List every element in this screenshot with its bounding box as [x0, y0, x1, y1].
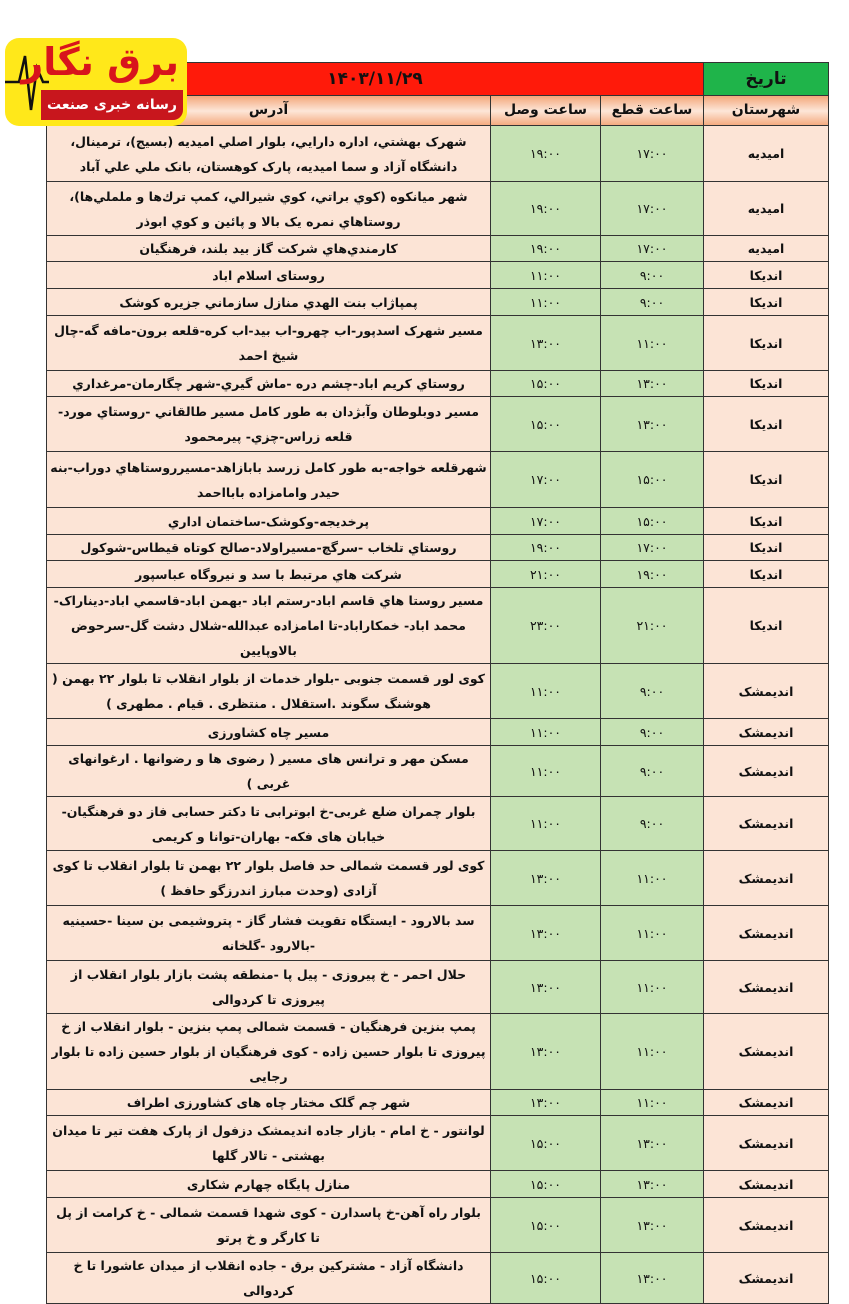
address-cell: مسیر چاه کشاورزی	[47, 719, 491, 746]
connect-time-cell: ۱۳:۰۰	[491, 316, 601, 371]
address-cell: شرکت هاي مرتبط با سد و نيروگاه عباسپور	[47, 561, 491, 588]
city-cell: اندیکا	[704, 535, 829, 561]
connect-time-cell: ۱۵:۰۰	[491, 1253, 601, 1304]
address-cell: كارمندي‌هاي شركت گاز بيد بلند، فرهنگيان	[47, 236, 491, 262]
outage-schedule-table	[46, 62, 829, 1304]
date-value: ۱۴۰۳/۱۱/۲۹	[47, 63, 704, 96]
table-row	[47, 1014, 829, 1090]
city-cell: اندیمشک	[704, 961, 829, 1014]
connect-time-cell: ۱۳:۰۰	[491, 851, 601, 906]
cut-time-cell: ۱۵:۰۰	[601, 452, 704, 508]
table-row	[47, 1198, 829, 1253]
table-row	[47, 508, 829, 535]
city-cell: امیدیه	[704, 182, 829, 236]
connect-time-cell: ۱۵:۰۰	[491, 1171, 601, 1198]
city-cell: اندیمشک	[704, 1116, 829, 1171]
table-row	[47, 906, 829, 961]
cut-time-cell: ۱۳:۰۰	[601, 397, 704, 452]
col-cut: ساعت قطع	[601, 96, 704, 126]
table-row	[47, 397, 829, 452]
address-cell: شهر چم گلک مختار چاه های کشاورزی اطراف	[47, 1090, 491, 1116]
table-row	[47, 371, 829, 397]
address-cell: شهرک بهشتي، اداره دارايي، بلوار اصلي اميديه (بسيج)، ترمينال، دانشگاه آزاد و سما اميديه، پارک کوهستان، بانک ملي علي آباد	[47, 126, 491, 182]
connect-time-cell: ۲۱:۰۰	[491, 561, 601, 588]
address-cell: دانشگاه آزاد - مشترکین برق - جاده انقلاب از میدان عاشورا تا خ کردوالی	[47, 1253, 491, 1304]
table-row	[47, 719, 829, 746]
address-cell: کوی لور قسمت شمالی حد فاصل بلوار ۲۲ بهمن تا بلوار انقلاب تا کوی آزادی (وحدت مبارز اندرزگو حافظ )	[47, 851, 491, 906]
city-cell: امیدیه	[704, 236, 829, 262]
city-cell: اندیمشک	[704, 664, 829, 719]
city-cell: اندیمشک	[704, 1014, 829, 1090]
connect-time-cell: ۱۵:۰۰	[491, 1198, 601, 1253]
city-cell: اندیمشک	[704, 851, 829, 906]
address-cell: پمپ بنزین فرهنگیان - قسمت شمالی پمپ بنزین - بلوار انقلاب از خ پیروزی تا بلوار حسین زاده - کوی فرهنگیان از بلوار حسین زاده تا بلوار رجایی	[47, 1014, 491, 1090]
connect-time-cell: ۱۱:۰۰	[491, 289, 601, 316]
table-row	[47, 851, 829, 906]
address-cell: مسير شهرک اسدپور-اب چهرو-اب بيد-اب کره-قلعه برون-مافه گه-چال شيخ احمد	[47, 316, 491, 371]
cut-time-cell: ۱۳:۰۰	[601, 1171, 704, 1198]
table-row	[47, 797, 829, 851]
address-cell: حلال احمر - خ پیروزی - پیل پا -منطقه پشت بازار بلوار انقلاب از پیروزی تا کردوالی	[47, 961, 491, 1014]
cut-time-cell: ۱۱:۰۰	[601, 316, 704, 371]
connect-time-cell: ۱۱:۰۰	[491, 262, 601, 289]
address-cell: روستای اسلام اباد	[47, 262, 491, 289]
table-row	[47, 126, 829, 182]
col-address: آدرس	[47, 96, 491, 126]
address-cell: سد بالارود - ایستگاه تقویت فشار گاز - پتروشیمی بن سینا -حسینیه -بالارود -گلخانه	[47, 906, 491, 961]
city-cell: اندیکا	[704, 371, 829, 397]
cut-time-cell: ۹:۰۰	[601, 664, 704, 719]
connect-time-cell: ۱۷:۰۰	[491, 508, 601, 535]
city-cell: اندیمشک	[704, 1171, 829, 1198]
city-cell: اندیمشک	[704, 1198, 829, 1253]
cut-time-cell: ۱۹:۰۰	[601, 561, 704, 588]
cut-time-cell: ۱۱:۰۰	[601, 906, 704, 961]
cut-time-cell: ۱۷:۰۰	[601, 126, 704, 182]
city-cell: امیدیه	[704, 126, 829, 182]
connect-time-cell: ۱۹:۰۰	[491, 535, 601, 561]
connect-time-cell: ۱۷:۰۰	[491, 452, 601, 508]
table-row	[47, 961, 829, 1014]
connect-time-cell: ۱۹:۰۰	[491, 182, 601, 236]
connect-time-cell: ۱۱:۰۰	[491, 797, 601, 851]
cut-time-cell: ۱۷:۰۰	[601, 535, 704, 561]
address-cell: روستاي تلخاب -سرگچ-مسيراولاد-صالح کوتاه قيطاس-شوکول	[47, 535, 491, 561]
connect-time-cell: ۱۱:۰۰	[491, 719, 601, 746]
address-cell: مسير دوبلوطان وآبژدان به طور کامل مسير طالقاني -روستاي مورد-قلعه زراس-چزي- پيرمحمود	[47, 397, 491, 452]
city-cell: اندیمشک	[704, 797, 829, 851]
cut-time-cell: ۱۱:۰۰	[601, 851, 704, 906]
address-cell: پرخديجه-وکوشک-ساختمان اداري	[47, 508, 491, 535]
connect-time-cell: ۱۱:۰۰	[491, 746, 601, 797]
logo-tagline: رسانه خبری صنعت	[41, 90, 183, 120]
table-row	[47, 588, 829, 664]
cut-time-cell: ۱۳:۰۰	[601, 371, 704, 397]
city-cell: اندیکا	[704, 588, 829, 664]
city-cell: اندیمشک	[704, 1090, 829, 1116]
table-row	[47, 1116, 829, 1171]
city-cell: اندیمشک	[704, 746, 829, 797]
cut-time-cell: ۱۷:۰۰	[601, 236, 704, 262]
connect-time-cell: ۱۱:۰۰	[491, 664, 601, 719]
table-row	[47, 535, 829, 561]
connect-time-cell: ۱۵:۰۰	[491, 1116, 601, 1171]
table-row	[47, 452, 829, 508]
cut-time-cell: ۲۱:۰۰	[601, 588, 704, 664]
address-cell: مسکن مهر و ترانس های مسیر ( رضوی ها و رضوانها . ارغوانهای غربی )	[47, 746, 491, 797]
address-cell: بلوار راه آهن-خ پاسدارن - کوی شهدا قسمت شمالی - خ کرامت از پل تا کارگر و خ پرتو	[47, 1198, 491, 1253]
address-cell: پمپاژاب بنت الهدي منازل سازماني جزيره کوشک	[47, 289, 491, 316]
city-cell: اندیکا	[704, 289, 829, 316]
cut-time-cell: ۹:۰۰	[601, 289, 704, 316]
city-cell: اندیکا	[704, 452, 829, 508]
table-row	[47, 561, 829, 588]
cut-time-cell: ۱۵:۰۰	[601, 508, 704, 535]
address-cell: کوی لور قسمت جنوبی -بلوار خدمات از بلوار انقلاب تا بلوار ۲۲ بهمن ( هوشنگ سگوند .استقلال . منتظری . قیام . مطهری )	[47, 664, 491, 719]
city-cell: اندیمشک	[704, 719, 829, 746]
table-row	[47, 182, 829, 236]
date-label: تاریخ	[704, 63, 829, 96]
connect-time-cell: ۱۳:۰۰	[491, 1090, 601, 1116]
city-cell: اندیکا	[704, 561, 829, 588]
connect-time-cell: ۱۳:۰۰	[491, 1014, 601, 1090]
table-row	[47, 289, 829, 316]
city-cell: اندیکا	[704, 262, 829, 289]
address-cell: بلوار چمران ضلع غربی-خ ابوترابی تا دکتر حسابی فاز دو فرهنگیان- خیابان های فکه- بهاران-توانا و کریمی	[47, 797, 491, 851]
city-cell: اندیمشک	[704, 1253, 829, 1304]
table-row	[47, 262, 829, 289]
cut-time-cell: ۱۱:۰۰	[601, 1014, 704, 1090]
cut-time-cell: ۹:۰۰	[601, 746, 704, 797]
connect-time-cell: ۱۳:۰۰	[491, 961, 601, 1014]
col-city: شهرستان	[704, 96, 829, 126]
cut-time-cell: ۱۳:۰۰	[601, 1116, 704, 1171]
address-cell: مسير روستا هاي قاسم اباد-رستم اباد -بهمن اباد-قاسمي اباد-ديناراک- محمد اباد- خمکاراباد-تا امامزاده عبدالله-شلال دشت گل-سرحوض بالاوپايين	[47, 588, 491, 664]
address-cell: منازل پایگاه چهارم شکاری	[47, 1171, 491, 1198]
connect-time-cell: ۱۵:۰۰	[491, 397, 601, 452]
city-cell: اندیکا	[704, 397, 829, 452]
connect-time-cell: ۱۹:۰۰	[491, 236, 601, 262]
table-row	[47, 1090, 829, 1116]
address-cell: شهر ميانكوه (كوي براتي، كوي شيرالي، كمپ ترك‌ها و ململي‌ها)، روستاهاي نمره يک بالا و پائين و كوي ابوذر	[47, 182, 491, 236]
connect-time-cell: ۱۵:۰۰	[491, 371, 601, 397]
cut-time-cell: ۹:۰۰	[601, 797, 704, 851]
address-cell: شهرقلعه خواجه-به طور کامل زرسد بابازاهد-مسيرروستاهاي دوراب-بنه حيدر وامامزاده بابااحمد	[47, 452, 491, 508]
city-cell: اندیمشک	[704, 906, 829, 961]
cut-time-cell: ۱۷:۰۰	[601, 182, 704, 236]
connect-time-cell: ۱۳:۰۰	[491, 906, 601, 961]
cut-time-cell: ۹:۰۰	[601, 262, 704, 289]
address-cell: لوانتور - خ امام - بازار جاده اندیمشک دزفول از پارک هفت تیر تا میدان بهشتی - تالار گلها	[47, 1116, 491, 1171]
table-row	[47, 236, 829, 262]
city-cell: اندیکا	[704, 508, 829, 535]
table-row	[47, 664, 829, 719]
connect-time-cell: ۱۹:۰۰	[491, 126, 601, 182]
cut-time-cell: ۹:۰۰	[601, 719, 704, 746]
cut-time-cell: ۱۱:۰۰	[601, 961, 704, 1014]
connect-time-cell: ۲۳:۰۰	[491, 588, 601, 664]
address-cell: روستاي کريم اباد-چشم دره -ماش گيري-شهر چگارمان-مرغداري	[47, 371, 491, 397]
table-row	[47, 1253, 829, 1304]
logo-brand: برق نگار	[21, 40, 179, 84]
table-row	[47, 316, 829, 371]
cut-time-cell: ۱۳:۰۰	[601, 1198, 704, 1253]
cut-time-cell: ۱۱:۰۰	[601, 1090, 704, 1116]
logo	[5, 38, 187, 126]
cut-time-cell: ۱۳:۰۰	[601, 1253, 704, 1304]
table-row	[47, 1171, 829, 1198]
table-row	[47, 746, 829, 797]
col-connect: ساعت وصل	[491, 96, 601, 126]
city-cell: اندیکا	[704, 316, 829, 371]
